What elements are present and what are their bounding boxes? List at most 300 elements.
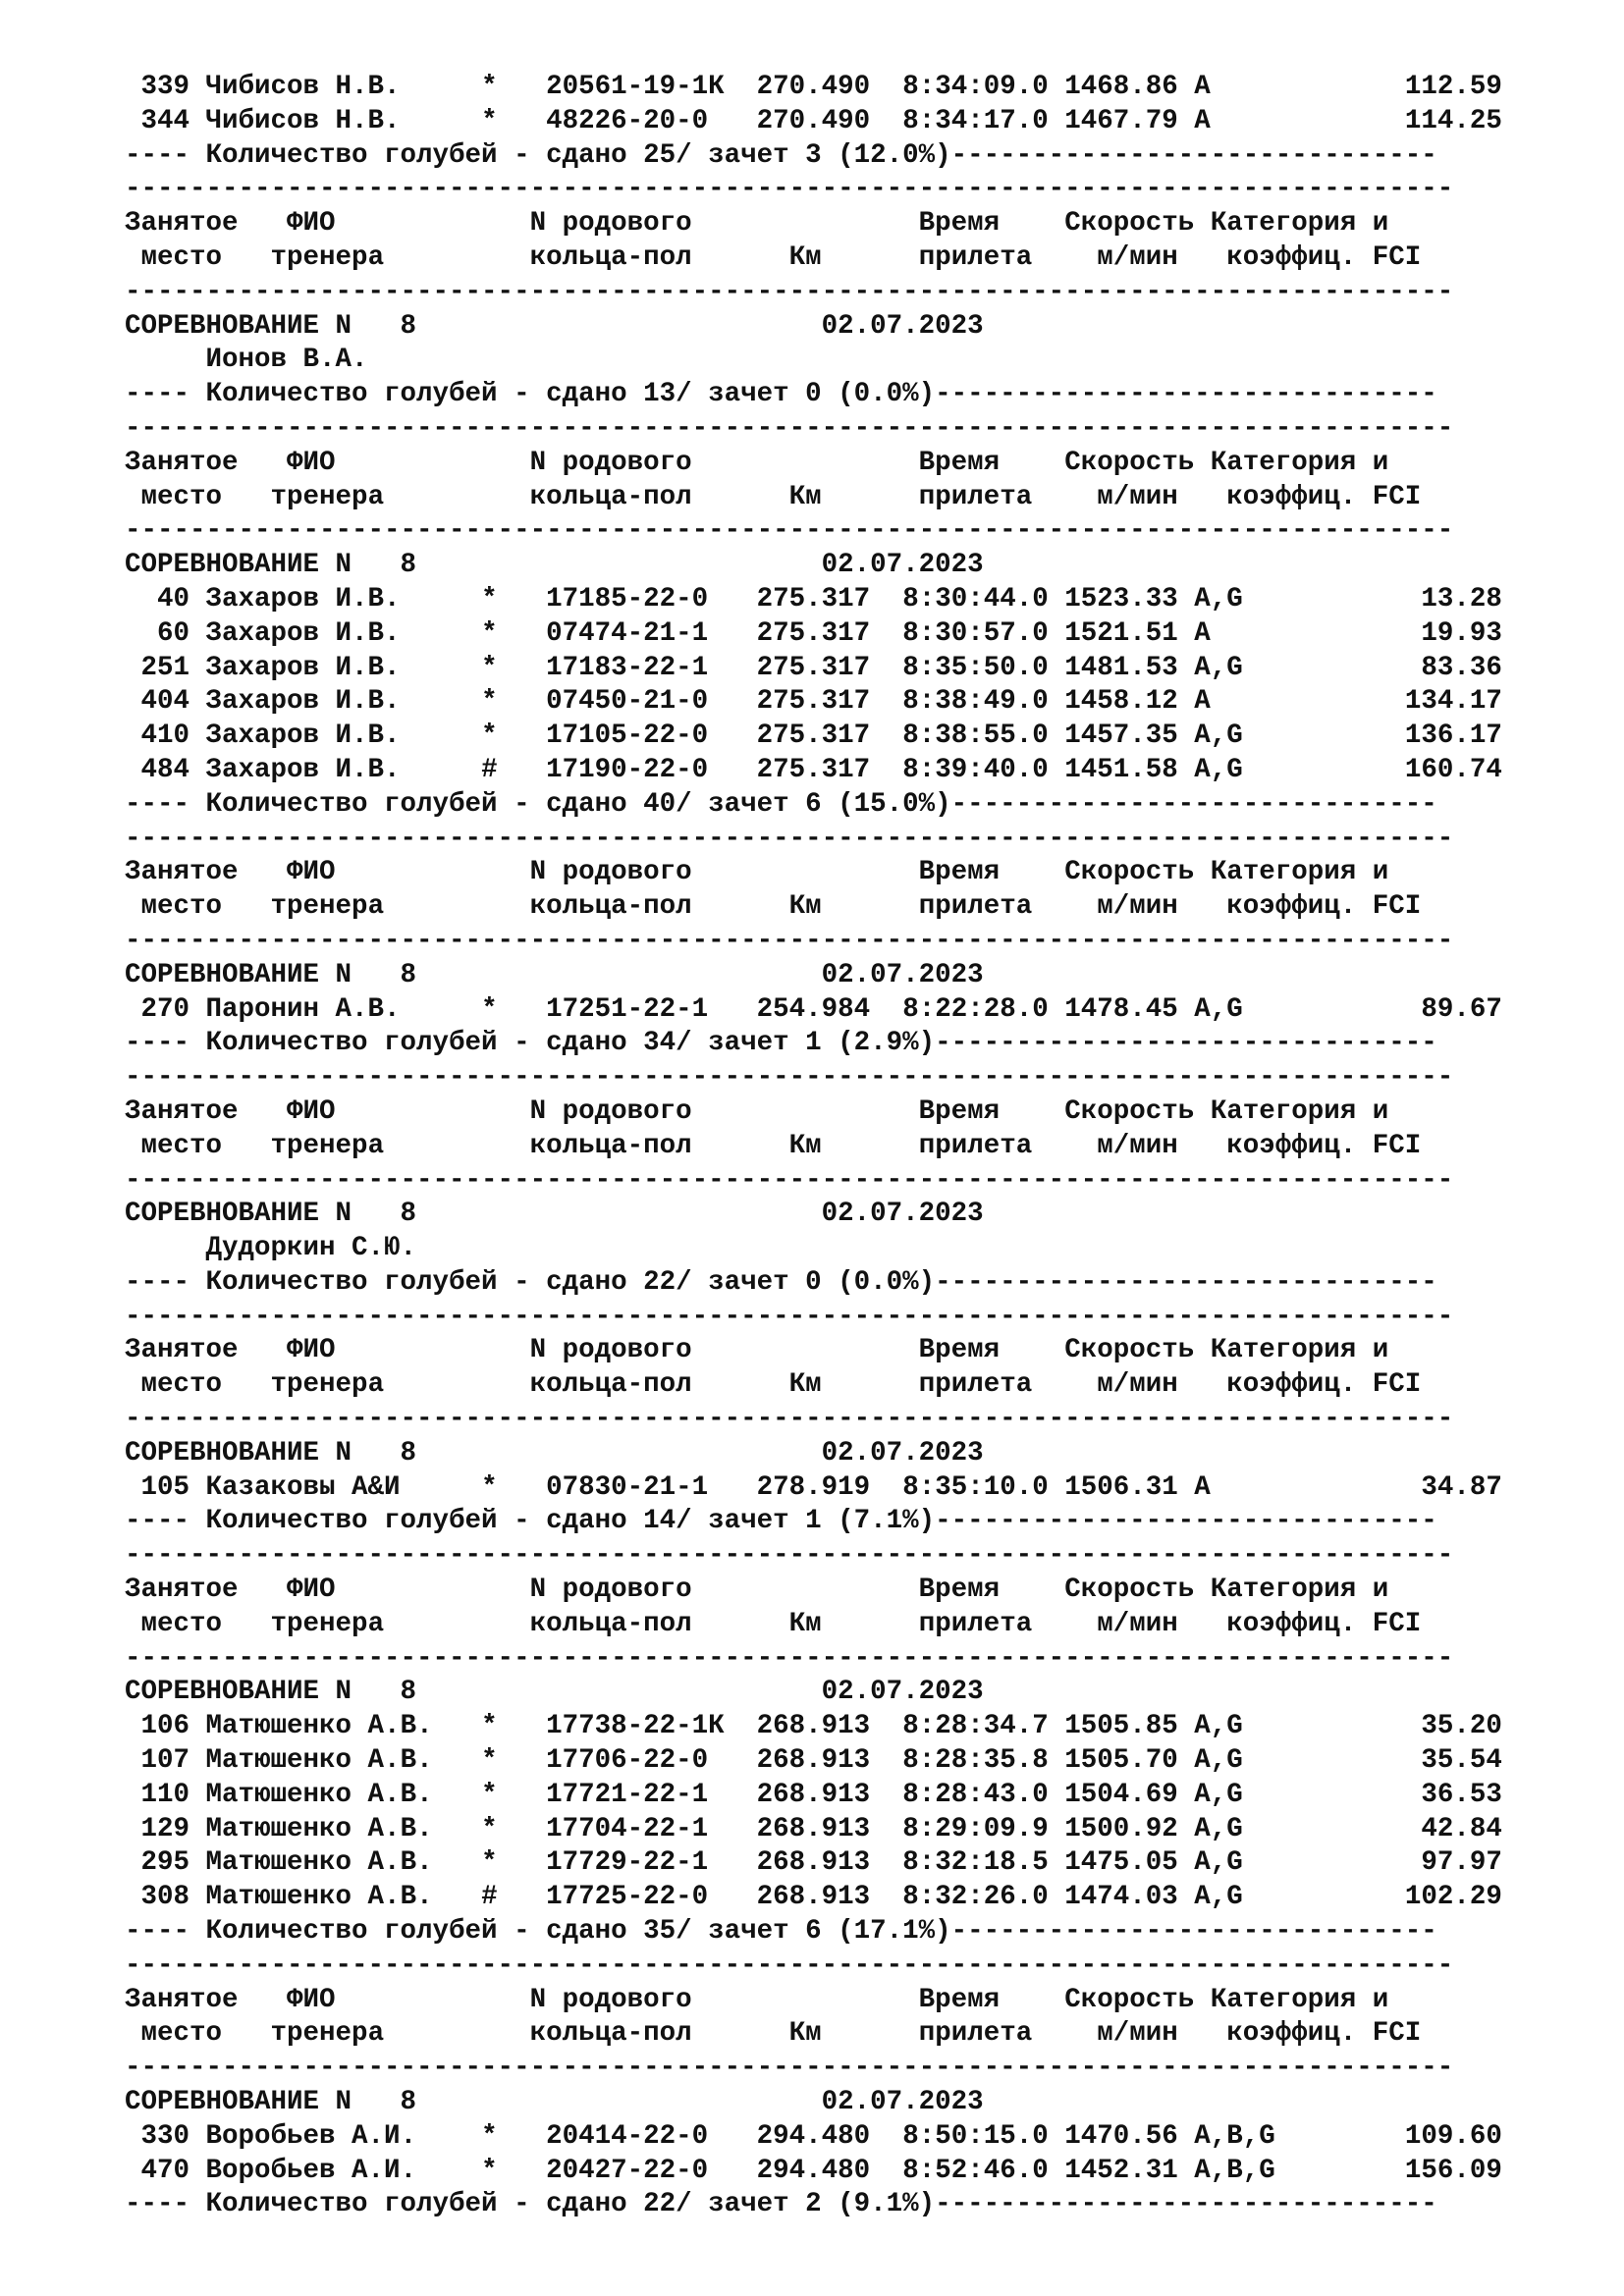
header-place-2: место [140,1369,223,1401]
header-category: Категория и [1210,208,1389,240]
header-speed-2: м/мин [1097,891,1178,923]
fci-cell: 13.28 [1324,583,1502,614]
place-cell: 106 [125,1711,190,1742]
distance-km-cell: 268.913 [756,1711,871,1742]
ring-number-cell: 17706-22-0 [546,1745,757,1777]
category-cell: A,G [1194,754,1325,785]
result-row [125,685,1624,720]
table-header-line-2 [125,1130,1624,1164]
place-cell: 339 [125,72,190,102]
fancier-name-cell: Захаров И.В. [205,652,482,683]
ring-number-cell: 20427-22-0 [546,2155,757,2186]
result-row [125,1471,1624,1506]
header-time: Время [918,1335,1001,1366]
fancier-name-cell: Паронин А.В. [205,993,482,1025]
summary-text: Количество голубей - сдано 14/ зачет 1 (7.1%) [205,1506,936,1537]
fancier-name-cell: Захаров И.В. [205,754,482,785]
table-header-line-1 [125,1334,1624,1368]
result-row [125,617,1624,652]
separator-dashes: ---------------------------------------------------------------------------------- [125,515,1454,547]
header-ring: N родового [529,208,919,240]
fancier-name-cell: Матюшенко А.В. [205,1779,482,1810]
result-row [125,754,1624,788]
mark-cell: * [481,721,498,752]
summary-prefix: ---- [125,1916,206,1948]
header-km-2: Км [788,1369,822,1401]
header-time: Время [918,1984,1001,2015]
place-cell: 129 [125,1813,190,1844]
table-header-line-2 [125,890,1624,925]
category-cell: A,G [1194,1882,1325,1913]
separator-dashes: ---------------------------------------------------------------------------------- [125,925,1454,956]
mark-cell: * [481,1847,498,1879]
header-ring: N родового [529,857,919,888]
competition-title-line [125,310,1624,345]
header-ring-2: кольца-пол [529,481,692,512]
table-header-line-2 [125,241,1624,276]
table-header-line-1 [125,1095,1624,1130]
distance-km-cell: 268.913 [756,1882,871,1913]
fancier-name-cell: Матюшенко А.В. [205,1745,482,1777]
header-ring-2: кольца-пол [529,1608,692,1639]
speed-cell: 1505.70 [1064,1745,1178,1777]
header-ring: N родового [529,1095,919,1127]
competition-title: СОРЕВНОВАНИЕ N 8 [125,310,822,342]
ring-number-cell: 17725-22-0 [546,1882,757,1913]
mark-cell: * [481,72,498,102]
mark-cell: * [481,105,498,136]
header-km-2: Км [788,2018,822,2050]
header-ring-2: кольца-пол [529,2018,692,2050]
competition-title: СОРЕВНОВАНИЕ N 8 [125,2087,822,2118]
arrival-time-cell: 8:32:18.5 [902,1847,1049,1879]
distance-km-cell: 268.913 [756,1847,871,1879]
arrival-time-cell: 8:39:40.0 [902,754,1049,785]
arrival-time-cell: 8:30:57.0 [902,617,1049,649]
table-header-line-2 [125,481,1624,515]
ring-number-cell: 17190-22-0 [546,754,757,785]
distance-km-cell: 270.490 [756,72,871,102]
arrival-time-cell: 8:38:49.0 [902,686,1049,718]
summary-dashes: ------------------------------- [935,1506,1437,1537]
result-row [125,2120,1624,2155]
place-cell: 484 [125,754,190,785]
place-cell: 107 [125,1745,190,1777]
result-row [125,993,1624,1028]
summary-text: Количество голубей - сдано 40/ зачет 6 (15.0%) [205,788,951,820]
header-place: Занятое [125,1095,239,1127]
distance-km-cell: 254.984 [756,993,871,1025]
header-category: Категория и [1210,1335,1389,1366]
speed-cell: 1504.69 [1064,1779,1178,1810]
result-row [125,1710,1624,1744]
header-ring-2: кольца-пол [529,241,692,273]
table-header-line-1 [125,207,1624,241]
header-name-2: тренера [270,481,530,512]
summary-prefix: ---- [125,1266,206,1298]
distance-km-cell: 275.317 [756,617,871,649]
separator-line [125,1403,1624,1437]
header-speed-2: м/мин [1097,1608,1178,1639]
header-time-2: прилета [918,481,1033,512]
header-place-2: место [140,2018,223,2050]
distance-km-cell: 268.913 [756,1813,871,1844]
competition-date: 02.07.2023 [821,959,984,990]
header-time-2: прилета [918,2018,1033,2050]
fci-cell: 112.59 [1324,72,1502,102]
summary-prefix: ---- [125,1028,206,1059]
fci-cell: 102.29 [1324,1882,1502,1913]
header-place-2: место [140,891,223,923]
header-km-2: Км [788,891,822,923]
header-category-2: коэффиц. FCI [1226,481,1422,512]
separator-line [125,1949,1624,1984]
mark-cell: * [481,2120,498,2152]
summary-text: Количество голубей - сдано 13/ зачет 0 (0.0%) [205,379,936,410]
header-ring: N родового [529,1575,919,1606]
speed-cell: 1505.85 [1064,1711,1178,1742]
table-header-line-1 [125,1574,1624,1608]
result-row [125,1744,1624,1779]
speed-cell: 1457.35 [1064,721,1178,752]
speed-cell: 1467.79 [1064,105,1178,136]
fancier-name-cell: Захаров И.В. [205,583,482,614]
header-speed-2: м/мин [1097,1130,1178,1161]
result-row [125,583,1624,617]
header-category-2: коэффиц. FCI [1226,241,1422,273]
category-cell: A [1194,105,1325,136]
result-row [125,2155,1624,2189]
category-cell: A,G [1194,993,1325,1025]
header-category: Категория и [1210,447,1389,478]
separator-dashes: ---------------------------------------------------------------------------------- [125,1949,1454,1981]
competition-date: 02.07.2023 [821,1199,984,1230]
summary-line [125,378,1624,412]
header-place: Занятое [125,208,239,240]
summary-prefix: ---- [125,2189,206,2220]
fancier-name-cell: Матюшенко А.В. [205,1711,482,1742]
header-speed-2: м/мин [1097,481,1178,512]
summary-line [125,788,1624,823]
ring-number-cell: 07450-21-0 [546,686,757,718]
fci-cell: 89.67 [1324,993,1502,1025]
arrival-time-cell: 8:28:43.0 [902,1779,1049,1810]
fci-cell: 160.74 [1324,754,1502,785]
mark-cell: * [481,1711,498,1742]
competition-title: СОРЕВНОВАНИЕ N 8 [125,1677,822,1708]
header-category-2: коэффиц. FCI [1226,1369,1422,1401]
header-speed: Скорость [1064,1575,1195,1606]
separator-dashes: ---------------------------------------------------------------------------------- [125,174,1454,205]
fci-cell: 19.93 [1324,617,1502,649]
summary-text: Количество голубей - сдано 34/ зачет 1 (2.9%) [205,1028,936,1059]
category-cell: A,G [1194,1779,1325,1810]
fancier-name-cell: Матюшенко А.В. [205,1882,482,1913]
result-row [125,105,1624,139]
fci-cell: 114.25 [1324,105,1502,136]
distance-km-cell: 294.480 [756,2155,871,2186]
ring-number-cell: 07474-21-1 [546,617,757,649]
header-ring: N родового [529,447,919,478]
summary-text: Количество голубей - сдано 22/ зачет 0 (0.0%) [205,1266,936,1298]
place-cell: 270 [125,993,190,1025]
competition-date: 02.07.2023 [821,1437,984,1468]
header-time-2: прилета [918,241,1033,273]
fancier-name-cell: Казаковы А&И [205,1471,482,1503]
separator-line [125,514,1624,549]
arrival-time-cell: 8:38:55.0 [902,721,1049,752]
distance-km-cell: 275.317 [756,686,871,718]
separator-line [125,925,1624,959]
distance-km-cell: 275.317 [756,721,871,752]
header-name: ФИО [287,1984,530,2015]
header-place: Занятое [125,857,239,888]
header-ring-2: кольца-пол [529,1130,692,1161]
category-cell: A,G [1194,721,1325,752]
speed-cell: 1481.53 [1064,652,1178,683]
header-speed: Скорость [1064,1335,1195,1366]
fancier-name-cell: Чибисов Н.В. [205,105,482,136]
summary-line [125,1027,1624,1061]
competition-date: 02.07.2023 [821,2087,984,2118]
fancier-without-results [125,344,1624,378]
fci-cell: 134.17 [1324,686,1502,718]
summary-dashes: ------------------------------ [950,139,1437,171]
header-ring: N родового [529,1335,919,1366]
result-row [125,1779,1624,1813]
category-cell: A [1194,72,1325,102]
summary-line [125,1266,1624,1301]
separator-dashes: ---------------------------------------------------------------------------------- [125,1642,1454,1674]
mark-cell: * [481,617,498,649]
competition-date: 02.07.2023 [821,1677,984,1708]
summary-text: Количество голубей - сдано 25/ зачет 3 (12.0%) [205,139,951,171]
separator-dashes: ---------------------------------------------------------------------------------- [125,1540,1454,1572]
summary-dashes: ------------------------------ [950,1916,1437,1948]
result-row [125,1846,1624,1881]
speed-cell: 1470.56 [1064,2120,1178,2152]
competition-title-line [125,2086,1624,2120]
summary-prefix: ---- [125,379,206,410]
place-cell: 295 [125,1847,190,1879]
ring-number-cell: 17729-22-1 [546,1847,757,1879]
distance-km-cell: 268.913 [756,1745,871,1777]
header-place: Занятое [125,1984,239,2015]
distance-km-cell: 268.913 [756,1779,871,1810]
header-time: Время [918,857,1001,888]
separator-dashes: ---------------------------------------------------------------------------------- [125,1164,1454,1196]
header-km-2: Км [788,241,822,273]
place-cell: 344 [125,105,190,136]
header-ring: N родового [529,1984,919,2015]
place-cell: 251 [125,652,190,683]
speed-cell: 1521.51 [1064,617,1178,649]
category-cell: A,G [1194,1745,1325,1777]
separator-dashes: ---------------------------------------------------------------------------------- [125,823,1454,854]
speed-cell: 1478.45 [1064,993,1178,1025]
competition-title-line [125,1198,1624,1232]
summary-line [125,1915,1624,1949]
summary-dashes: ------------------------------- [935,1266,1437,1298]
fci-cell: 83.36 [1324,652,1502,683]
header-speed: Скорость [1064,208,1195,240]
category-cell: A,G [1194,1813,1325,1844]
ring-number-cell: 17721-22-1 [546,1779,757,1810]
separator-dashes: ---------------------------------------------------------------------------------- [125,2053,1454,2084]
header-name: ФИО [287,857,530,888]
header-category: Категория и [1210,1984,1389,2015]
fci-cell: 36.53 [1324,1779,1502,1810]
header-time-2: прилета [918,1130,1033,1161]
fancier-name-cell: Матюшенко А.В. [205,1813,482,1844]
mark-cell: * [481,1745,498,1777]
result-row [125,720,1624,754]
header-category-2: коэффиц. FCI [1226,891,1422,923]
competition-title-line [125,549,1624,583]
ring-number-cell: 17185-22-0 [546,583,757,614]
header-time: Время [918,208,1001,240]
header-place-2: место [140,1130,223,1161]
header-speed-2: м/мин [1097,241,1178,273]
table-header-line-1 [125,856,1624,890]
arrival-time-cell: 8:34:17.0 [902,105,1049,136]
header-name: ФИО [287,1575,530,1606]
fancier-name-cell: Чибисов Н.В. [205,72,482,102]
header-name-2: тренера [270,241,530,273]
header-speed: Скорость [1064,1095,1195,1127]
header-category-2: коэффиц. FCI [1226,1608,1422,1639]
separator-line [125,173,1624,207]
header-name-2: тренера [270,1130,530,1161]
header-time-2: прилета [918,1608,1033,1639]
header-category: Категория и [1210,1575,1389,1606]
arrival-time-cell: 8:22:28.0 [902,993,1049,1025]
competition-title-line [125,1676,1624,1710]
competition-title: СОРЕВНОВАНИЕ N 8 [125,550,822,581]
separator-line [125,823,1624,857]
summary-text: Количество голубей - сдано 35/ зачет 6 (17.1%) [205,1916,951,1948]
distance-km-cell: 275.317 [756,652,871,683]
ring-number-cell: 17105-22-0 [546,721,757,752]
fancier-without-results [125,1232,1624,1266]
summary-prefix: ---- [125,1506,206,1537]
separator-line [125,1061,1624,1095]
header-name-2: тренера [270,1608,530,1639]
category-cell: A,G [1194,652,1325,683]
header-name-2: тренера [270,2018,530,2050]
place-cell: 410 [125,721,190,752]
summary-line [125,1505,1624,1539]
category-cell: A,G [1194,1711,1325,1742]
competition-title-line [125,1437,1624,1471]
fci-cell: 34.87 [1324,1471,1502,1503]
competition-date: 02.07.2023 [821,550,984,581]
category-cell: A,B,G [1194,2120,1325,2152]
ring-number-cell: 17183-22-1 [546,652,757,683]
category-cell: A [1194,1471,1325,1503]
speed-cell: 1475.05 [1064,1847,1178,1879]
header-speed: Скорость [1064,447,1195,478]
fancier-name-cell: Захаров И.В. [205,686,482,718]
category-cell: A [1194,617,1325,649]
arrival-time-cell: 8:28:35.8 [902,1745,1049,1777]
mark-cell: * [481,1813,498,1844]
fancier-name-cell: Захаров И.В. [205,617,482,649]
header-name: ФИО [287,1335,530,1366]
result-row [125,1881,1624,1915]
ring-number-cell: 07830-21-1 [546,1471,757,1503]
header-place: Занятое [125,447,239,478]
fci-cell: 35.54 [1324,1745,1502,1777]
header-speed: Скорость [1064,857,1195,888]
header-ring-2: кольца-пол [529,1369,692,1401]
fci-cell: 35.20 [1324,1711,1502,1742]
ring-number-cell: 20414-22-0 [546,2120,757,2152]
fancier-name-cell: Воробьев А.И. [205,2120,482,2152]
separator-line [125,412,1624,447]
separator-dashes: ---------------------------------------------------------------------------------- [125,1301,1454,1332]
header-speed: Скорость [1064,1984,1195,2015]
separator-line [125,1301,1624,1335]
place-cell: 470 [125,2155,190,2186]
header-time-2: прилета [918,1369,1033,1401]
table-header-line-2 [125,1368,1624,1403]
header-speed-2: м/мин [1097,1369,1178,1401]
summary-prefix: ---- [125,139,206,171]
fci-cell: 109.60 [1324,2120,1502,2152]
summary-dashes: ------------------------------- [935,1028,1437,1059]
summary-dashes: ------------------------------- [935,2189,1437,2220]
category-cell: A,G [1194,583,1325,614]
fancier-name-cell: Захаров И.В. [205,721,482,752]
speed-cell: 1506.31 [1064,1471,1178,1503]
separator-line [125,276,1624,310]
header-category-2: коэффиц. FCI [1226,1130,1422,1161]
header-name-2: тренера [270,891,530,923]
header-time-2: прилета [918,891,1033,923]
separator-dashes: ---------------------------------------------------------------------------------- [125,276,1454,307]
arrival-time-cell: 8:28:34.7 [902,1711,1049,1742]
place-cell: 40 [125,583,190,614]
arrival-time-cell: 8:29:09.9 [902,1813,1049,1844]
speed-cell: 1452.31 [1064,2155,1178,2186]
header-time: Время [918,1575,1001,1606]
fancier-name-cell: Матюшенко А.В. [205,1847,482,1879]
header-time: Время [918,1095,1001,1127]
arrival-time-cell: 8:50:15.0 [902,2120,1049,2152]
distance-km-cell: 275.317 [756,754,871,785]
result-row [125,71,1624,105]
summary-prefix: ---- [125,788,206,820]
competition-title: СОРЕВНОВАНИЕ N 8 [125,1437,822,1468]
header-name: ФИО [287,447,530,478]
table-header-line-1 [125,1984,1624,2018]
header-category-2: коэффиц. FCI [1226,2018,1422,2050]
mark-cell: # [481,1882,498,1913]
separator-dashes: ---------------------------------------------------------------------------------- [125,1404,1454,1435]
ring-number-cell: 17704-22-1 [546,1813,757,1844]
competition-title-line [125,959,1624,993]
place-cell: 308 [125,1882,190,1913]
fancier-name-cell: Воробьев А.И. [205,2155,482,2186]
result-row [125,1813,1624,1847]
header-category: Категория и [1210,1095,1389,1127]
competition-date: 02.07.2023 [821,310,984,342]
mark-cell: * [481,652,498,683]
speed-cell: 1458.12 [1064,686,1178,718]
summary-text: Количество голубей - сдано 22/ зачет 2 (9.1%) [205,2189,936,2220]
table-header-line-1 [125,447,1624,481]
